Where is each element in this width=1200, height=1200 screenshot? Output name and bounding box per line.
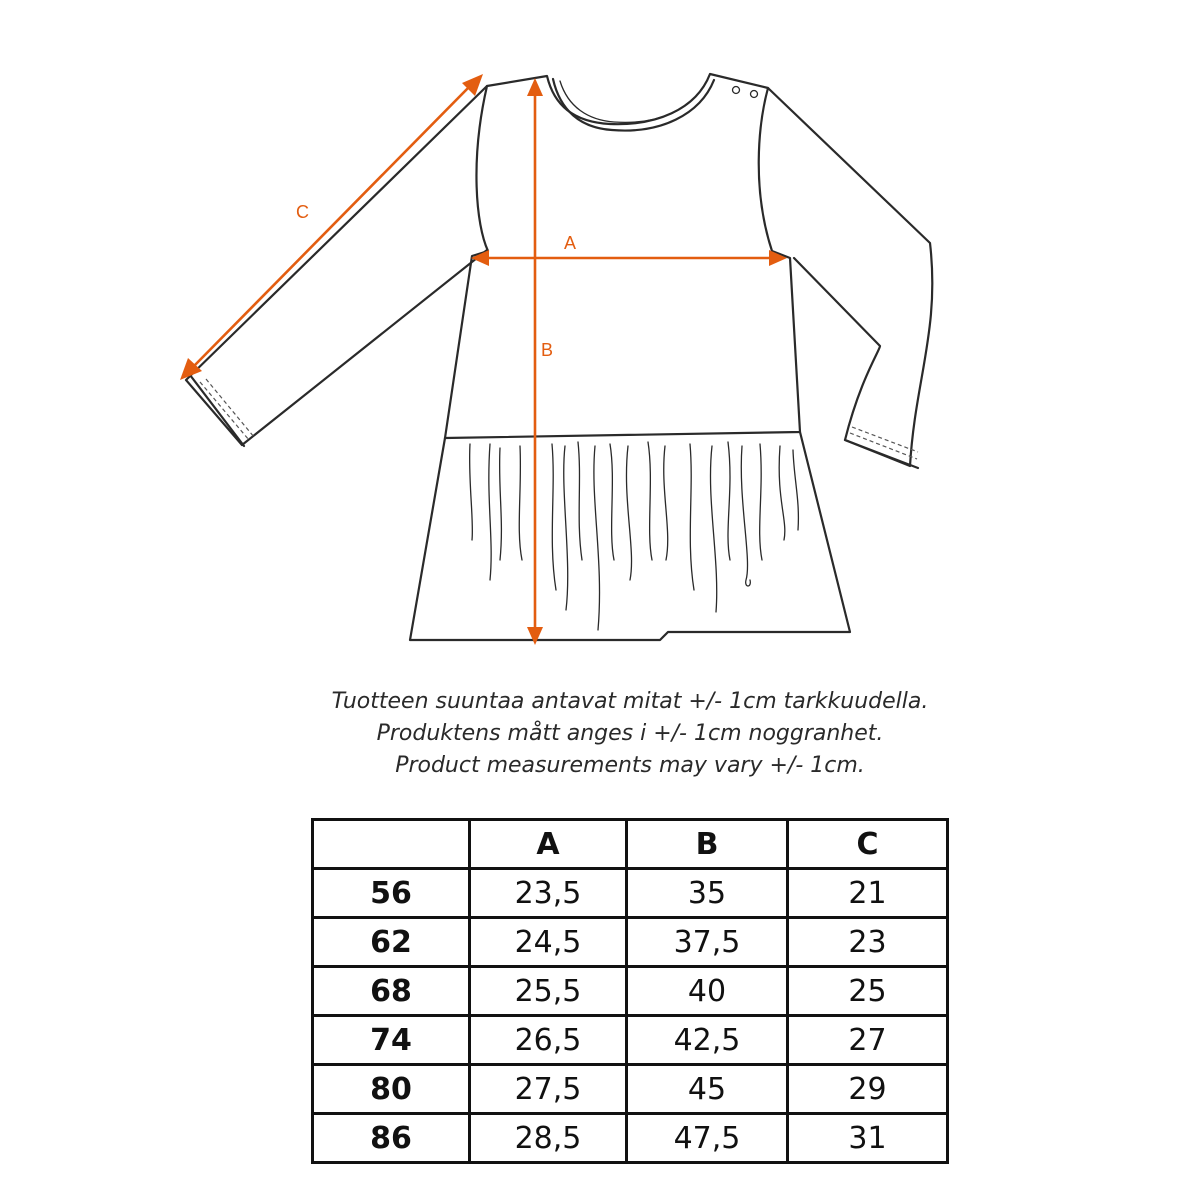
table-row <box>313 918 948 967</box>
measurement-notes <box>0 686 1200 782</box>
skirt-gathers <box>470 442 799 630</box>
c-cell: 29 <box>788 1065 948 1114</box>
b-cell: 40 <box>627 967 788 1016</box>
c-cell: 25 <box>788 967 948 1016</box>
size-cell: 80 <box>313 1065 470 1114</box>
table-row <box>313 1016 948 1065</box>
header-b: B <box>627 820 788 869</box>
b-cell: 45 <box>627 1065 788 1114</box>
b-cell: 42,5 <box>627 1016 788 1065</box>
note-finnish: Tuotteen suuntaa antavat mitat +/- 1cm tarkkuudella. <box>331 689 929 714</box>
size-chart-table <box>311 818 949 1164</box>
size-cell: 86 <box>313 1114 470 1163</box>
b-cell: 37,5 <box>627 918 788 967</box>
c-cell: 31 <box>788 1114 948 1163</box>
table-header-row <box>313 820 948 869</box>
a-cell: 26,5 <box>470 1016 627 1065</box>
dress-outline <box>186 74 932 640</box>
measure-label-b: B <box>541 340 554 360</box>
size-cell: 74 <box>313 1016 470 1065</box>
table-row <box>313 967 948 1016</box>
size-cell: 62 <box>313 918 470 967</box>
measure-label-a: A <box>564 233 577 253</box>
header-size <box>313 820 470 869</box>
measure-label-c: C <box>296 202 309 222</box>
size-cell: 68 <box>313 967 470 1016</box>
b-cell: 47,5 <box>627 1114 788 1163</box>
measure-a <box>471 233 787 266</box>
c-cell: 23 <box>788 918 948 967</box>
table-row <box>313 1114 948 1163</box>
c-cell: 21 <box>788 869 948 918</box>
header-a: A <box>470 820 627 869</box>
measure-c <box>180 74 483 380</box>
note-swedish: Produktens mått anges i +/- 1cm noggranhet. <box>376 721 884 746</box>
a-cell: 23,5 <box>470 869 627 918</box>
table-row <box>313 869 948 918</box>
c-cell: 27 <box>788 1016 948 1065</box>
size-cell: 56 <box>313 869 470 918</box>
b-cell: 35 <box>627 869 788 918</box>
a-cell: 24,5 <box>470 918 627 967</box>
a-cell: 27,5 <box>470 1065 627 1114</box>
note-english: Product measurements may vary +/- 1cm. <box>395 753 865 778</box>
measure-b <box>527 78 553 645</box>
a-cell: 28,5 <box>470 1114 627 1163</box>
header-c: C <box>788 820 948 869</box>
a-cell: 25,5 <box>470 967 627 1016</box>
table-row <box>313 1065 948 1114</box>
